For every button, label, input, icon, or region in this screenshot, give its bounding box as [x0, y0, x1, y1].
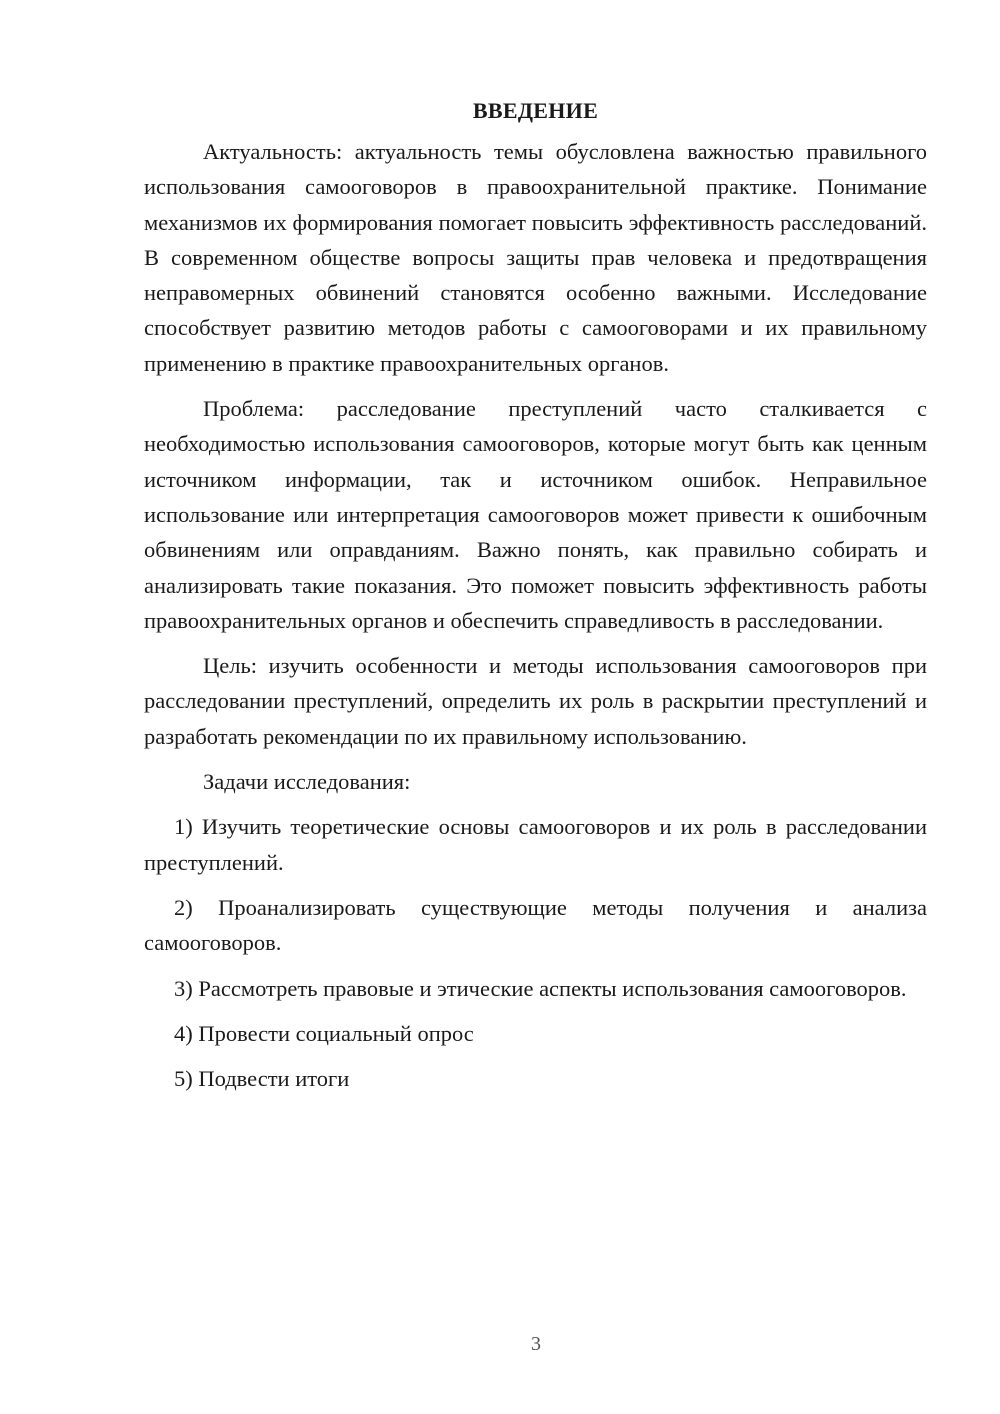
- task-item: 3) Рассмотреть правовые и этические аспекты использования самооговоров.: [174, 975, 907, 1001]
- paragraph-goal: Цель: изучить особенности и методы использования самооговоров при расследовании преступлений, определить их роль в раскрытии преступлений и разработать рекомендации по их правильному использованию.: [144, 653, 927, 749]
- page-body: [144, 96, 927, 1106]
- section-heading: ВВЕДЕНИЕ: [472, 98, 599, 123]
- page-number: 3: [531, 1333, 541, 1355]
- paragraph-problem: Проблема: расследование преступлений часто сталкивается с необходимостью использования самооговоров, которые могут быть как ценным источником информации, так и источником ошибок. Неправильное использование или интерпретация самооговоров может привести к ошибочным обвинениям или оправданиям. Важно понять, как правильно собирать и анализировать такие показания. Это поможет повысить эффективность работы правоохранительных органов и обеспечить справедливость в расследовании.: [144, 396, 927, 633]
- task-item: 5) Подвести итоги: [174, 1066, 350, 1092]
- paragraph-relevance: Актуальность: актуальность темы обусловлена важностью правильного использования самооговоров в правоохранительной практике. Понимание механизмов их формирования помогает повысить эффективность расследований. В современном обществе вопросы защиты прав человека и предотвращения неправомерных обвинений становятся особенно важными. Исследование способствует развитию методов работы с самооговорами и их правильному применению в практике правоохранительных органов.: [144, 139, 927, 376]
- tasks-title: Задачи исследования:: [203, 769, 411, 795]
- task-item: 4) Провести социальный опрос: [174, 1020, 474, 1046]
- task-item: 1) Изучить теоретические основы самооговоров и их роль в расследовании преступлений.: [144, 814, 927, 875]
- task-item: 2) Проанализировать существующие методы получения и анализа самооговоров.: [144, 894, 927, 956]
- tasks-list: [144, 809, 927, 1096]
